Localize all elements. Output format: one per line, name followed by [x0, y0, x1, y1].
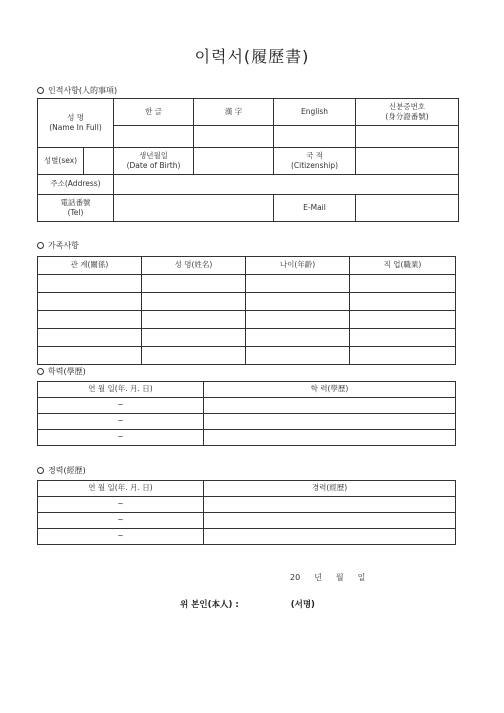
- date-day-unit: 일: [357, 573, 366, 582]
- table-row: [38, 311, 456, 329]
- family-cell[interactable]: [350, 329, 456, 347]
- signature-line: [180, 598, 315, 610]
- id-label: 신분증번호: [388, 101, 426, 111]
- career-header-record: 경력(經歷): [204, 481, 456, 497]
- section-family: [37, 240, 79, 251]
- section-career-heading: 경력(經歷): [48, 466, 86, 475]
- career-record-cell[interactable]: [204, 513, 456, 529]
- family-header-relation: 관 계(關係): [38, 257, 142, 275]
- section-family-heading: 가족사항: [48, 241, 79, 250]
- email-label: E-Mail: [274, 195, 356, 222]
- education-record-cell[interactable]: [204, 414, 456, 430]
- tel-label: 電話番號: [60, 197, 91, 207]
- tel-label-en: (Tel): [67, 208, 84, 217]
- dob-label-en: (Date of Birth): [126, 161, 181, 170]
- dob-label-cell: [114, 148, 194, 175]
- family-cell[interactable]: [38, 329, 142, 347]
- family-cell[interactable]: [142, 275, 246, 293]
- family-cell[interactable]: [38, 347, 142, 365]
- career-header-date: 연 월 일(年. 月. 日): [38, 481, 204, 497]
- family-cell[interactable]: [142, 311, 246, 329]
- education-date-cell[interactable]: ~: [38, 430, 204, 446]
- family-cell[interactable]: [246, 293, 350, 311]
- col-hangul: 한 글: [114, 99, 194, 126]
- education-header-record: 학 력(學歷): [204, 382, 456, 398]
- name-hanja-field[interactable]: [194, 126, 274, 148]
- date-year: 20: [290, 573, 301, 582]
- education-record-cell[interactable]: [204, 398, 456, 414]
- circle-bullet-icon: [37, 242, 44, 249]
- education-header-date: 연 월 일(年. 月. 日): [38, 382, 204, 398]
- nationality-field[interactable]: [356, 148, 459, 175]
- family-cell[interactable]: [142, 293, 246, 311]
- career-record-cell[interactable]: [204, 529, 456, 545]
- family-table: [37, 256, 456, 365]
- family-cell[interactable]: [350, 275, 456, 293]
- address-label: 주소(Address): [38, 175, 114, 195]
- section-education: [37, 366, 86, 377]
- family-header-age: 나이(年齡): [246, 257, 350, 275]
- id-label-cell: [356, 99, 459, 126]
- family-header-job: 직 업(職業): [350, 257, 456, 275]
- family-cell[interactable]: [246, 275, 350, 293]
- table-row: [38, 293, 456, 311]
- table-row: [38, 414, 456, 430]
- sex-label: 성별(sex): [38, 148, 84, 175]
- nationality-label-cell: [274, 148, 356, 175]
- id-label-hanja: (身分證番號): [385, 112, 429, 121]
- name-hangul-field[interactable]: [114, 126, 194, 148]
- career-record-cell[interactable]: [204, 497, 456, 513]
- circle-bullet-icon: [37, 368, 44, 375]
- family-cell[interactable]: [246, 347, 350, 365]
- family-cell[interactable]: [38, 275, 142, 293]
- name-label-cell: [38, 99, 114, 148]
- date-year-unit: 년: [314, 573, 322, 582]
- table-row: [38, 513, 456, 529]
- career-table: [37, 480, 456, 545]
- name-label: 성 명: [67, 112, 84, 122]
- family-header-name: 성 명(姓名): [142, 257, 246, 275]
- name-label-en: (Name In Full): [49, 123, 102, 132]
- table-row: [38, 430, 456, 446]
- family-cell[interactable]: [246, 329, 350, 347]
- address-field[interactable]: [114, 175, 459, 195]
- career-date-cell[interactable]: ~: [38, 513, 204, 529]
- name-english-field[interactable]: [274, 126, 356, 148]
- dob-field[interactable]: [194, 148, 274, 175]
- id-number-field[interactable]: [356, 126, 459, 148]
- family-cell[interactable]: [350, 293, 456, 311]
- family-cell[interactable]: [38, 311, 142, 329]
- col-hanja: 漢 字: [194, 99, 274, 126]
- education-date-cell[interactable]: ~: [38, 398, 204, 414]
- personal-info-table: [37, 98, 459, 222]
- education-date-cell[interactable]: ~: [38, 414, 204, 430]
- family-cell[interactable]: [246, 311, 350, 329]
- section-personal-heading: 인적사항(人的事項): [48, 86, 118, 95]
- career-date-cell[interactable]: ~: [38, 529, 204, 545]
- family-cell[interactable]: [350, 347, 456, 365]
- table-row: [38, 398, 456, 414]
- table-row: [38, 529, 456, 545]
- education-record-cell[interactable]: [204, 430, 456, 446]
- table-row: [38, 329, 456, 347]
- signature-mark[interactable]: (서명): [290, 600, 315, 610]
- date-line: [290, 572, 379, 583]
- nationality-label: 국 적: [306, 150, 323, 160]
- section-career: [37, 465, 86, 476]
- circle-bullet-icon: [37, 87, 44, 94]
- declarant-label: 위 본인(本人) :: [180, 600, 239, 610]
- dob-label: 생년월일: [139, 150, 168, 160]
- career-date-cell[interactable]: ~: [38, 497, 204, 513]
- section-personal: [37, 85, 117, 96]
- document-title: 이력서(履歷書): [194, 47, 310, 66]
- nationality-label-en: (Citizenship): [291, 161, 339, 170]
- section-education-heading: 학력(學歷): [48, 367, 86, 376]
- education-table: [37, 381, 456, 446]
- sex-field[interactable]: [84, 148, 114, 175]
- family-cell[interactable]: [38, 293, 142, 311]
- table-row: [38, 275, 456, 293]
- family-cell[interactable]: [350, 311, 456, 329]
- email-field[interactable]: [356, 195, 459, 222]
- col-english: English: [274, 99, 356, 126]
- tel-label-cell: [38, 195, 114, 222]
- family-cell[interactable]: [142, 347, 246, 365]
- table-row: [38, 497, 456, 513]
- table-row: [38, 347, 456, 365]
- circle-bullet-icon: [37, 467, 44, 474]
- date-month-unit: 월: [335, 573, 344, 582]
- tel-field[interactable]: [114, 195, 274, 222]
- family-cell[interactable]: [142, 329, 246, 347]
